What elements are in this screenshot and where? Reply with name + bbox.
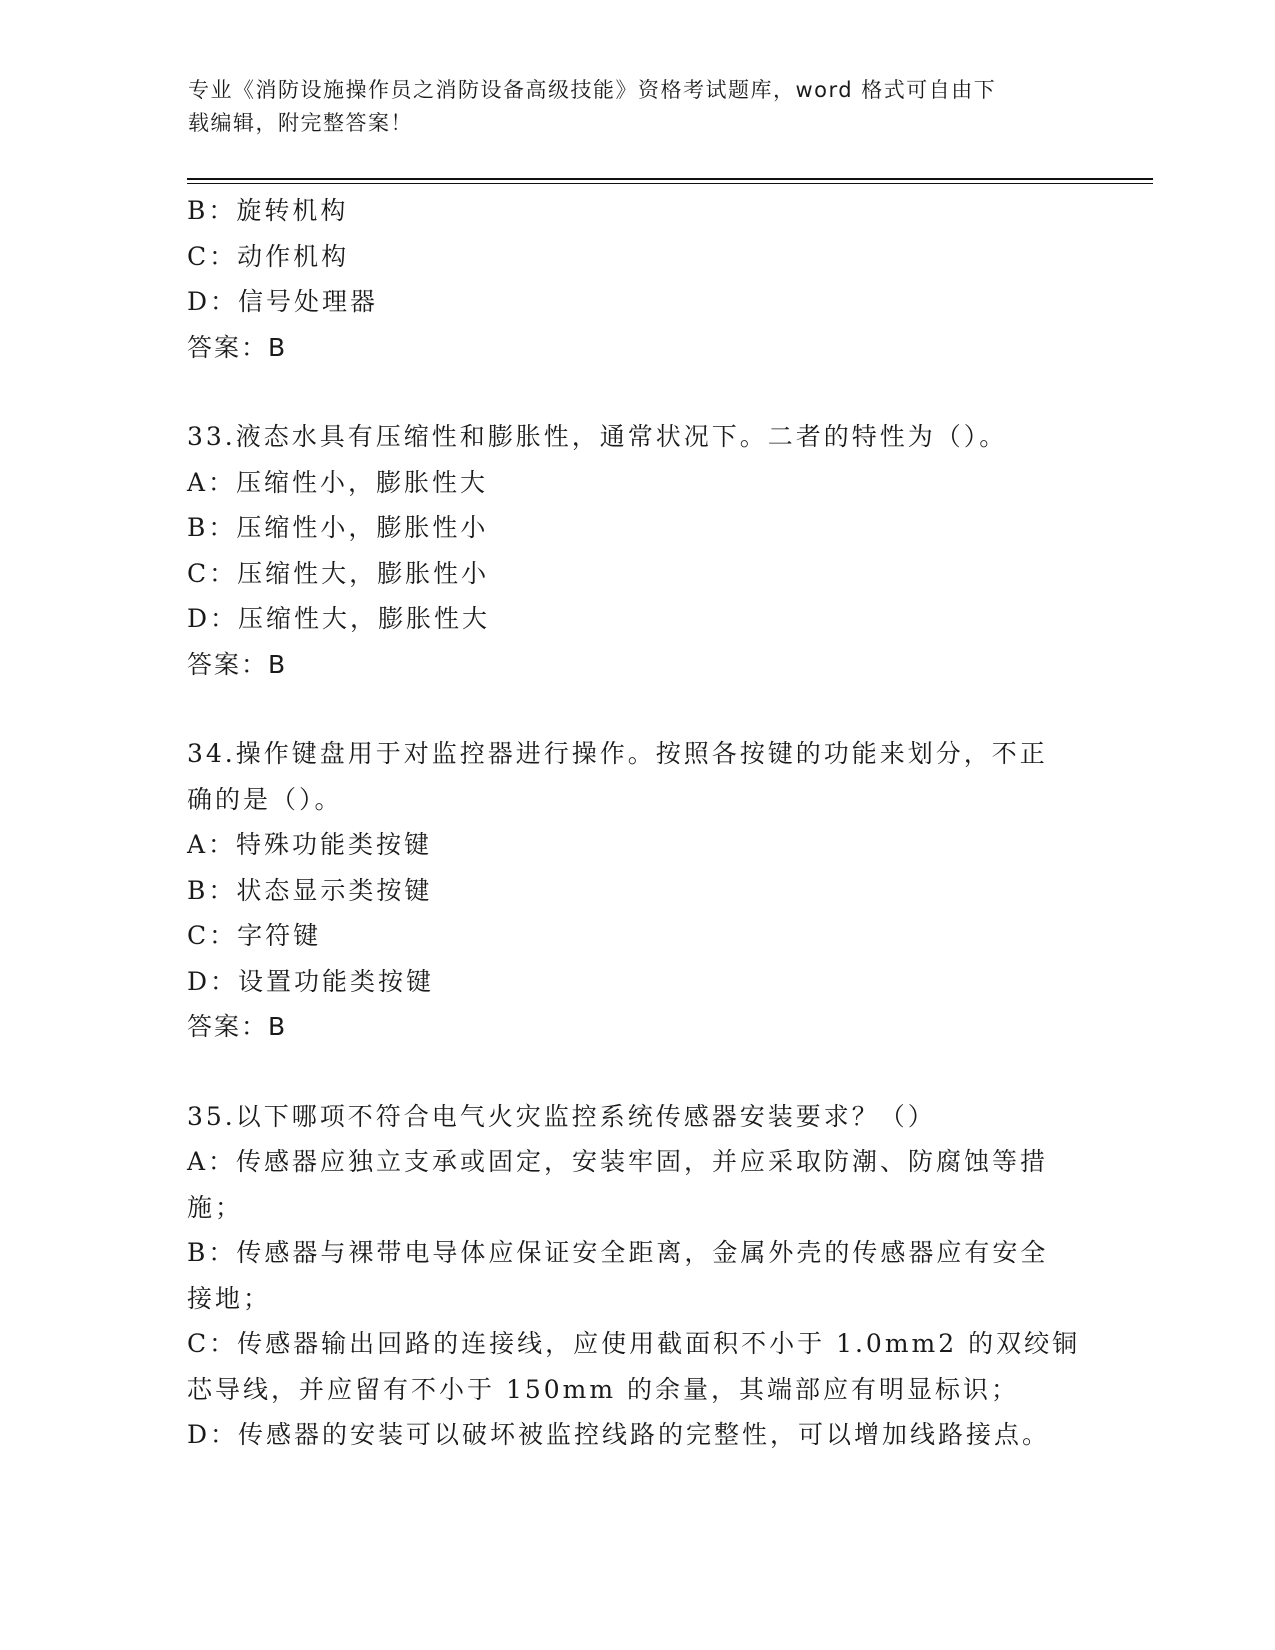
option-b-line-1: B：传感器与裸带电导体应保证安全距离，金属外壳的传感器应有安全 xyxy=(187,1238,1049,1267)
header-divider-thick xyxy=(187,178,1153,180)
question-stem-line-1: 34.操作键盘用于对监控器进行操作。按照各按键的功能来划分，不正 xyxy=(187,739,1048,768)
option-c: C：字符键 xyxy=(187,921,322,950)
option-d: D：传感器的安装可以破坏被监控线路的完整性，可以增加线路接点。 xyxy=(187,1420,1051,1449)
answer: 答案：B xyxy=(187,1012,288,1041)
option-a: A：压缩性小，膨胀性大 xyxy=(187,467,489,497)
spacer xyxy=(187,687,1087,731)
document-header xyxy=(188,74,1068,140)
answer: 答案：B xyxy=(187,649,288,679)
option-c: C：压缩性大，膨胀性小 xyxy=(187,558,490,588)
header-divider-thin xyxy=(187,183,1153,184)
header-line-2: 载编辑，附完整答案！ xyxy=(188,111,413,135)
question-32-continued xyxy=(187,188,1087,370)
header-line-1: 专业《消防设施操作员之消防设备高级技能》资格考试题库，word 格式可自由下 xyxy=(188,78,997,102)
question-35 xyxy=(187,1094,1087,1458)
answer: 答案：B xyxy=(187,332,288,362)
option-d: D：信号处理器 xyxy=(187,287,379,316)
question-33 xyxy=(187,414,1087,687)
option-b: B：旋转机构 xyxy=(187,196,349,225)
option-a: A：特殊功能类按键 xyxy=(187,830,433,859)
spacer xyxy=(187,370,1087,414)
spacer xyxy=(187,1050,1087,1094)
option-d: D：设置功能类按键 xyxy=(187,966,435,996)
question-34 xyxy=(187,731,1087,1050)
option-b: B：压缩性小，膨胀性小 xyxy=(187,513,489,542)
option-d: D：压缩性大，膨胀性大 xyxy=(187,604,491,633)
option-c-line-2: 芯导线，并应留有不小于 150mm 的余量，其端部应有明显标识； xyxy=(187,1374,1020,1404)
question-content xyxy=(187,188,1087,1458)
option-c: C：动作机构 xyxy=(187,241,350,271)
option-b-line-2: 接地； xyxy=(187,1283,272,1313)
question-stem: 33.液态水具有压缩性和膨胀性，通常状况下。二者的特性为（）。 xyxy=(187,422,1008,451)
option-c-line-1: C：传感器输出回路的连接线，应使用截面积不小于 1.0mm2 的双绞铜 xyxy=(187,1329,1081,1358)
question-stem: 35.以下哪项不符合电气火灾监控系统传感器安装要求？（） xyxy=(187,1101,936,1131)
option-a-line-1: A：传感器应独立支承或固定，安装牢固，并应采取防潮、防腐蚀等措 xyxy=(187,1147,1049,1176)
question-stem-line-2: 确的是（）。 xyxy=(187,784,343,814)
option-a-line-2: 施； xyxy=(187,1192,244,1222)
option-b: B：状态显示类按键 xyxy=(187,875,433,905)
